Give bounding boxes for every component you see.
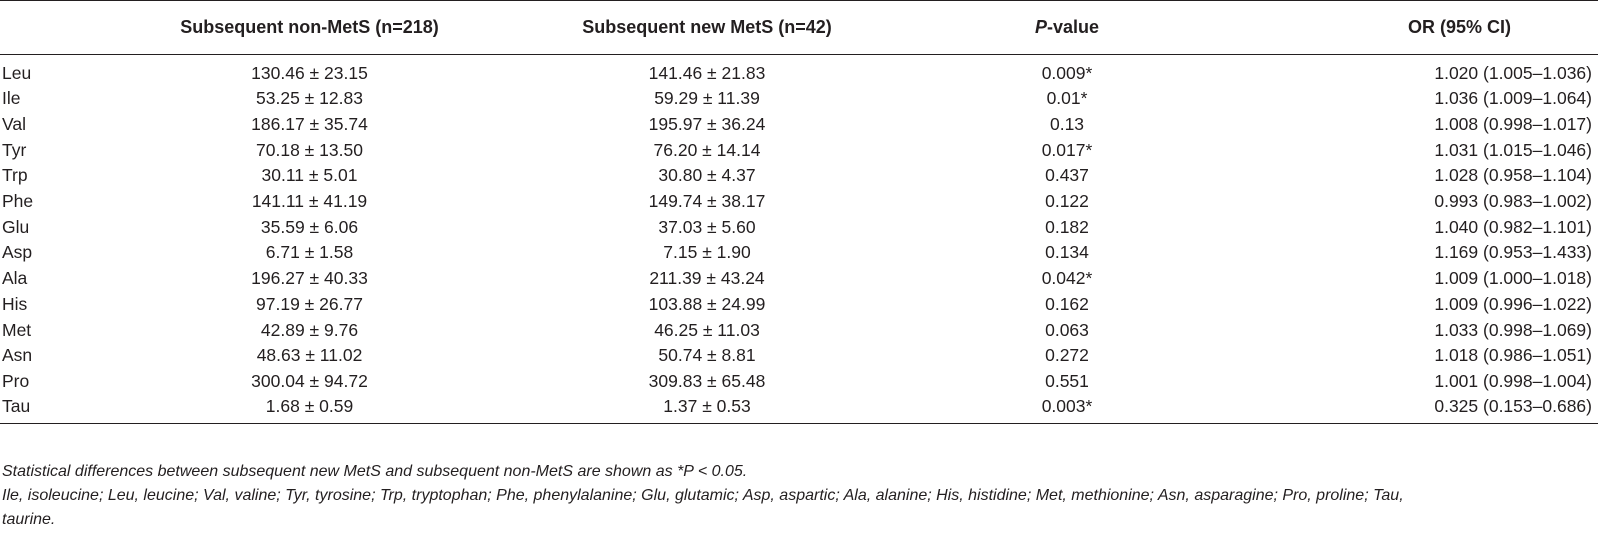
cell-p-value: 0.017* xyxy=(1041,139,1093,160)
cell-new-mets: 149.74 ± 38.17 xyxy=(648,191,766,212)
cell-amino-acid: Ile xyxy=(2,88,21,109)
cell-p-value: 0.134 xyxy=(1045,242,1089,263)
cell-odds-ratio: 1.018 (0.986–1.051) xyxy=(1434,345,1592,366)
cell-new-mets: 195.97 ± 36.24 xyxy=(648,114,766,135)
cell-non-mets: 186.17 ± 35.74 xyxy=(251,114,368,135)
cell-odds-ratio: 1.009 (0.996–1.022) xyxy=(1434,293,1592,314)
cell-new-mets: 46.25 ± 11.03 xyxy=(654,319,760,340)
cell-p-value: 0.01* xyxy=(1046,88,1088,109)
cell-non-mets: 70.18 ± 13.50 xyxy=(256,139,363,160)
cell-new-mets: 309.83 ± 65.48 xyxy=(648,370,766,391)
cell-odds-ratio: 1.028 (0.958–1.104) xyxy=(1434,165,1592,186)
cell-new-mets: 59.29 ± 11.39 xyxy=(654,88,760,109)
cell-p-value: 0.003* xyxy=(937,394,1197,424)
cell-new-mets: 50.74 ± 8.81 xyxy=(658,345,756,366)
header-blank xyxy=(0,1,142,55)
cell-p-value: 0.009* xyxy=(1041,63,1093,83)
cell-non-mets: 97.19 ± 26.77 xyxy=(256,293,363,314)
footnote-significance: Statistical differences between subsequent new MetS and subsequent non-MetS are shown as *P < 0.05. xyxy=(2,463,748,480)
cell-non-mets: 196.27 ± 40.33 xyxy=(251,268,368,289)
table-row xyxy=(0,394,1598,424)
cell-non-mets: 53.25 ± 12.83 xyxy=(256,88,363,109)
header-row xyxy=(0,1,1598,55)
cell-non-mets: 6.71 ± 1.58 xyxy=(265,242,354,263)
cell-new-mets: 76.20 ± 14.14 xyxy=(653,139,761,160)
cell-amino-acid: Trp xyxy=(2,165,28,186)
cell-new-mets: 141.46 ± 21.83 xyxy=(648,63,766,83)
cell-odds-ratio: 1.008 (0.998–1.017) xyxy=(1434,114,1592,135)
cell-odds-ratio: 1.020 (1.005–1.036) xyxy=(1434,63,1592,83)
table-row xyxy=(0,189,1598,215)
cell-odds-ratio: 1.040 (0.982–1.101) xyxy=(1434,216,1592,237)
cell-amino-acid: Asp xyxy=(2,242,33,263)
table-row xyxy=(0,317,1598,343)
footnote-abbreviations: Ile, isoleucine; Leu, leucine; Val, valine; Tyr, tyrosine; Trp, tryptophan; Phe, phenylalanine; Glu, glutamic; Asp, aspartic; Ala, alanine; His, histidine; Met, methionine; Asn, asparagine; Pro, proline; Tau, taurine. xyxy=(2,487,1404,528)
table-header xyxy=(0,1,1598,55)
table-body xyxy=(0,55,1598,424)
header-p-rest: -value xyxy=(1046,17,1100,37)
table-row xyxy=(0,112,1598,138)
table-row xyxy=(0,369,1598,395)
cell-p-value: 0.042* xyxy=(1041,268,1093,289)
cell-odds-ratio: 0.993 (0.983–1.002) xyxy=(1434,191,1592,212)
cell-amino-acid: Met xyxy=(2,319,32,340)
header-odds-ratio: OR (95% CI) xyxy=(1197,1,1598,55)
table-row xyxy=(0,292,1598,318)
cell-new-mets: 103.88 ± 24.99 xyxy=(648,293,766,314)
cell-odds-ratio: 1.009 (1.000–1.018) xyxy=(1434,268,1592,289)
header-p-value xyxy=(937,1,1197,55)
table-row xyxy=(0,343,1598,369)
table-row xyxy=(0,266,1598,292)
cell-amino-acid: Glu xyxy=(2,216,30,237)
cell-non-mets: 1.68 ± 0.59 xyxy=(142,394,477,424)
table-row xyxy=(0,86,1598,112)
cell-non-mets: 42.89 ± 9.76 xyxy=(260,319,359,340)
cell-p-value: 0.162 xyxy=(1045,293,1089,314)
cell-odds-ratio: 0.325 (0.153–0.686) xyxy=(1197,394,1598,424)
cell-p-value: 0.063 xyxy=(1045,319,1089,340)
cell-odds-ratio: 1.031 (1.015–1.046) xyxy=(1434,139,1592,160)
cell-new-mets: 7.15 ± 1.90 xyxy=(663,242,751,263)
cell-new-mets: 37.03 ± 5.60 xyxy=(658,216,756,237)
table-row xyxy=(0,240,1598,266)
cell-new-mets: 211.39 ± 43.24 xyxy=(649,268,765,289)
cell-amino-acid: His xyxy=(2,293,28,314)
cell-non-mets: 30.11 ± 5.01 xyxy=(261,165,358,186)
cell-amino-acid: Phe xyxy=(2,191,34,212)
table-footnotes xyxy=(2,460,1454,532)
header-p-italic: P xyxy=(1034,17,1047,37)
cell-amino-acid: Leu xyxy=(2,63,32,83)
cell-p-value: 0.13 xyxy=(1049,114,1085,135)
cell-non-mets: 130.46 ± 23.15 xyxy=(251,63,368,83)
table-row xyxy=(0,55,1598,87)
table-row xyxy=(0,137,1598,163)
cell-p-value: 0.551 xyxy=(1045,370,1089,391)
cell-new-mets: 1.37 ± 0.53 xyxy=(477,394,937,424)
cell-non-mets: 141.11 ± 41.19 xyxy=(251,191,368,212)
table-row xyxy=(0,214,1598,240)
cell-amino-acid: Ala xyxy=(2,268,28,289)
table-row xyxy=(0,163,1598,189)
cell-new-mets: 30.80 ± 4.37 xyxy=(658,165,756,186)
cell-amino-acid: Asn xyxy=(2,345,33,366)
cell-odds-ratio: 1.036 (1.009–1.064) xyxy=(1434,88,1592,109)
cell-non-mets: 48.63 ± 11.02 xyxy=(256,345,363,366)
cell-p-value: 0.272 xyxy=(1045,345,1089,366)
cell-non-mets: 300.04 ± 94.72 xyxy=(251,370,368,391)
cell-odds-ratio: 1.169 (0.953–1.433) xyxy=(1434,242,1592,263)
cell-amino-acid: Val xyxy=(2,114,26,135)
cell-odds-ratio: 1.001 (0.998–1.004) xyxy=(1434,370,1592,391)
cell-p-value: 0.437 xyxy=(1045,165,1089,186)
header-non-mets: Subsequent non-MetS (n=218) xyxy=(142,1,477,55)
cell-non-mets: 35.59 ± 6.06 xyxy=(260,216,359,237)
cell-p-value: 0.122 xyxy=(1045,191,1089,212)
cell-amino-acid: Tau xyxy=(0,394,142,424)
header-new-mets: Subsequent new MetS (n=42) xyxy=(477,1,937,55)
cell-odds-ratio: 1.033 (0.998–1.069) xyxy=(1434,319,1592,340)
cell-amino-acid: Pro xyxy=(2,370,30,391)
cell-amino-acid: Tyr xyxy=(2,139,27,160)
cell-p-value: 0.182 xyxy=(1045,216,1089,237)
